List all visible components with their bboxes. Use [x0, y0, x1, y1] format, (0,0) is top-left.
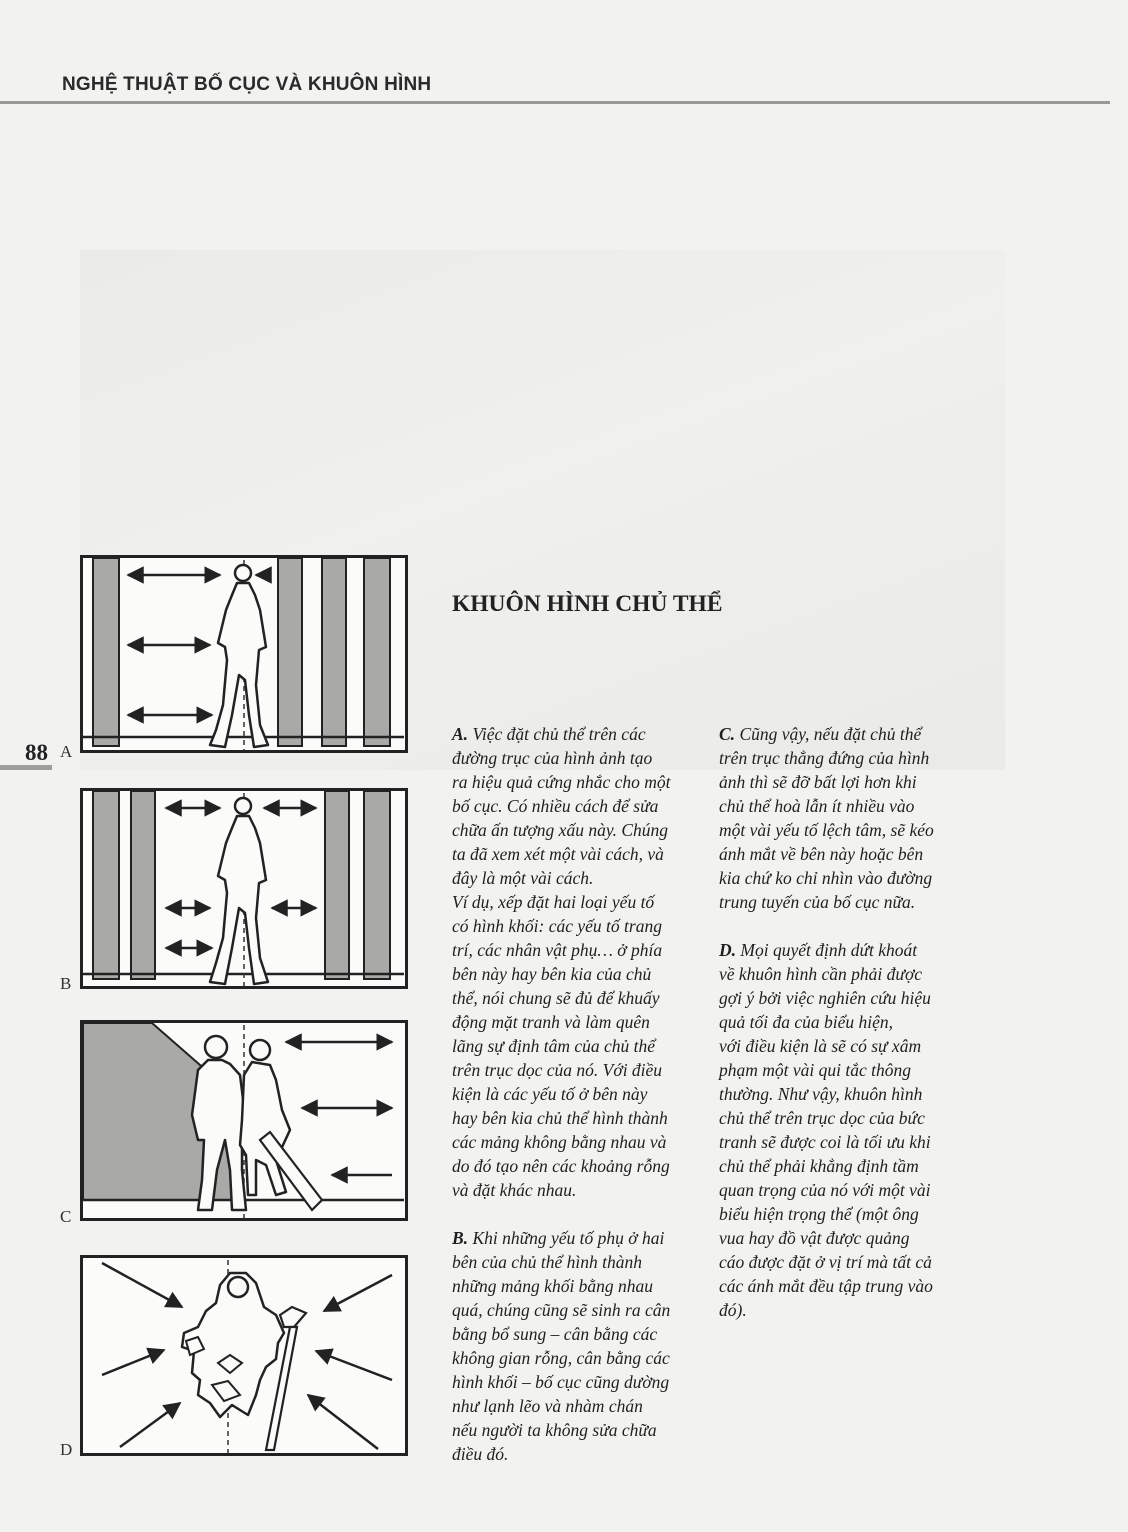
text-line: tranh sẽ được coi là tối ưu khi: [719, 1132, 931, 1152]
paragraph-a-lead: A.: [452, 724, 469, 744]
text-line: bằng bổ sung – cân bằng các: [452, 1324, 658, 1344]
text-line: Ví dụ, xếp đặt hai loại yếu tố: [452, 892, 655, 912]
figure-label-c: C: [60, 1207, 72, 1226]
text-line: chữa ấn tượng xấu này. Chúng: [452, 820, 669, 840]
text-column-left: [452, 722, 714, 1466]
text-line: bên của chủ thể hình thành: [452, 1252, 643, 1272]
figure-d-diagram: [80, 1255, 410, 1460]
paragraph-c-lead: C.: [719, 724, 736, 744]
section-title: KHUÔN HÌNH CHỦ THỂ: [452, 591, 723, 617]
text-line: những mảng khối bằng nhau: [452, 1276, 654, 1296]
text-line: các ánh mắt đều tập trung vào: [719, 1276, 933, 1296]
paragraph-b: [452, 1226, 714, 1466]
text-line: quan trọng của nó với một vài: [719, 1180, 931, 1200]
text-line: đó).: [719, 1300, 747, 1320]
running-header: NGHỆ THUẬT BỐ CỤC VÀ KHUÔN HÌNH: [62, 74, 432, 95]
text-line: bên này hay bên kia của chủ: [452, 964, 652, 984]
paragraph-c: [719, 722, 981, 914]
figure-label-d: D: [60, 1440, 73, 1459]
text-line: các mảng không bằng nhau và: [452, 1132, 667, 1152]
text-line: phạm một vài qui tắc thông: [719, 1060, 911, 1080]
paragraph-a: [452, 722, 714, 1202]
text-line: trên trục thẳng đứng của hình: [719, 748, 930, 768]
figure-c-diagram: [80, 1020, 410, 1225]
text-line: Cũng vậy, nếu đặt chủ thể: [739, 724, 922, 744]
text-line: chủ thể phải khẳng định tầm: [719, 1156, 919, 1176]
text-line: do đó tạo nên các khoảng rỗng: [452, 1156, 670, 1176]
text-line: và đặt khác nhau.: [452, 1180, 577, 1200]
text-line: thể, nói chung sẽ đủ để khuấy: [452, 988, 660, 1008]
text-line: nếu người ta không sửa chữa: [452, 1420, 657, 1440]
text-line: trên trục dọc của nó. Với điều: [452, 1060, 663, 1080]
text-line: Mọi quyết định dứt khoát: [740, 940, 918, 960]
paragraph-b-lead: B.: [452, 1228, 469, 1248]
text-line: có hình khối: các yếu tố trang: [452, 916, 662, 936]
text-line: quả tối đa của biểu hiện,: [719, 1012, 894, 1032]
text-line: quá, chúng cũng sẽ sinh ra cân: [452, 1300, 671, 1320]
text-line: động mặt tranh và làm quên: [452, 1012, 650, 1032]
header-rule: [0, 101, 1110, 104]
text-line: gợi ý bởi việc nghiên cứu hiệu: [719, 988, 931, 1008]
paragraph-d: [719, 938, 981, 1322]
text-line: lãng sự định tâm của chủ thể: [452, 1036, 655, 1056]
text-line: ta đã xem xét một vài cách, và: [452, 844, 664, 864]
text-line: kiện là các yếu tố ở bên này: [452, 1084, 648, 1104]
text-line: ra hiệu quả cứng nhắc cho một: [452, 772, 671, 792]
text-line: trung tuyến của bố cục nữa.: [719, 892, 916, 912]
figure-b-diagram: [80, 788, 410, 993]
text-line: vua hay đồ vật được quảng: [719, 1228, 910, 1248]
text-line: như lạnh lẽo và nhàm chán: [452, 1396, 643, 1416]
text-line: điều đó.: [452, 1444, 509, 1464]
page-number-tab: [0, 765, 52, 770]
text-line: Việc đặt chủ thể trên các: [472, 724, 646, 744]
figure-label-b: B: [60, 974, 72, 993]
text-line: trí, các nhân vật phụ… ở phía: [452, 940, 663, 960]
figure-a-diagram: [80, 555, 410, 760]
text-line: một vài yếu tố lệch tâm, sẽ kéo: [719, 820, 934, 840]
text-line: bố cục. Có nhiều cách để sửa: [452, 796, 659, 816]
page-number: 88: [25, 740, 48, 765]
text-line: chủ thể hoà lẫn ít nhiều vào: [719, 796, 915, 816]
text-line: với điều kiện là sẽ có sự xâm: [719, 1036, 922, 1056]
text-line: kia chứ ko chỉ nhìn vào đường: [719, 868, 933, 888]
text-line: chủ thể trên trục dọc của bức: [719, 1108, 925, 1128]
text-line: về khuôn hình cần phải được: [719, 964, 923, 984]
text-line: hình khối – bố cục cũng dường: [452, 1372, 670, 1392]
text-line: đây là một vài cách.: [452, 868, 594, 888]
figure-label-a: A: [60, 742, 73, 761]
text-line: hay bên kia chủ thể hình thành: [452, 1108, 668, 1128]
text-line: cáo được đặt ở vị trí mà tất cả: [719, 1252, 932, 1272]
paragraph-d-lead: D.: [719, 940, 737, 960]
text-line: thường. Như vậy, khuôn hình: [719, 1084, 923, 1104]
text-line: biểu hiện trọng thể (một ông: [719, 1204, 919, 1224]
text-line: ánh mắt về bên này hoặc bên: [719, 844, 924, 864]
text-column-right: [719, 722, 981, 1322]
text-line: không gian rỗng, cân bằng các: [452, 1348, 670, 1368]
text-line: Khi những yếu tố phụ ở hai: [472, 1228, 665, 1248]
text-line: đường trục của hình ảnh tạo: [452, 748, 653, 768]
text-line: ảnh thì sẽ đỡ bất lợi hơn khi: [719, 772, 917, 792]
